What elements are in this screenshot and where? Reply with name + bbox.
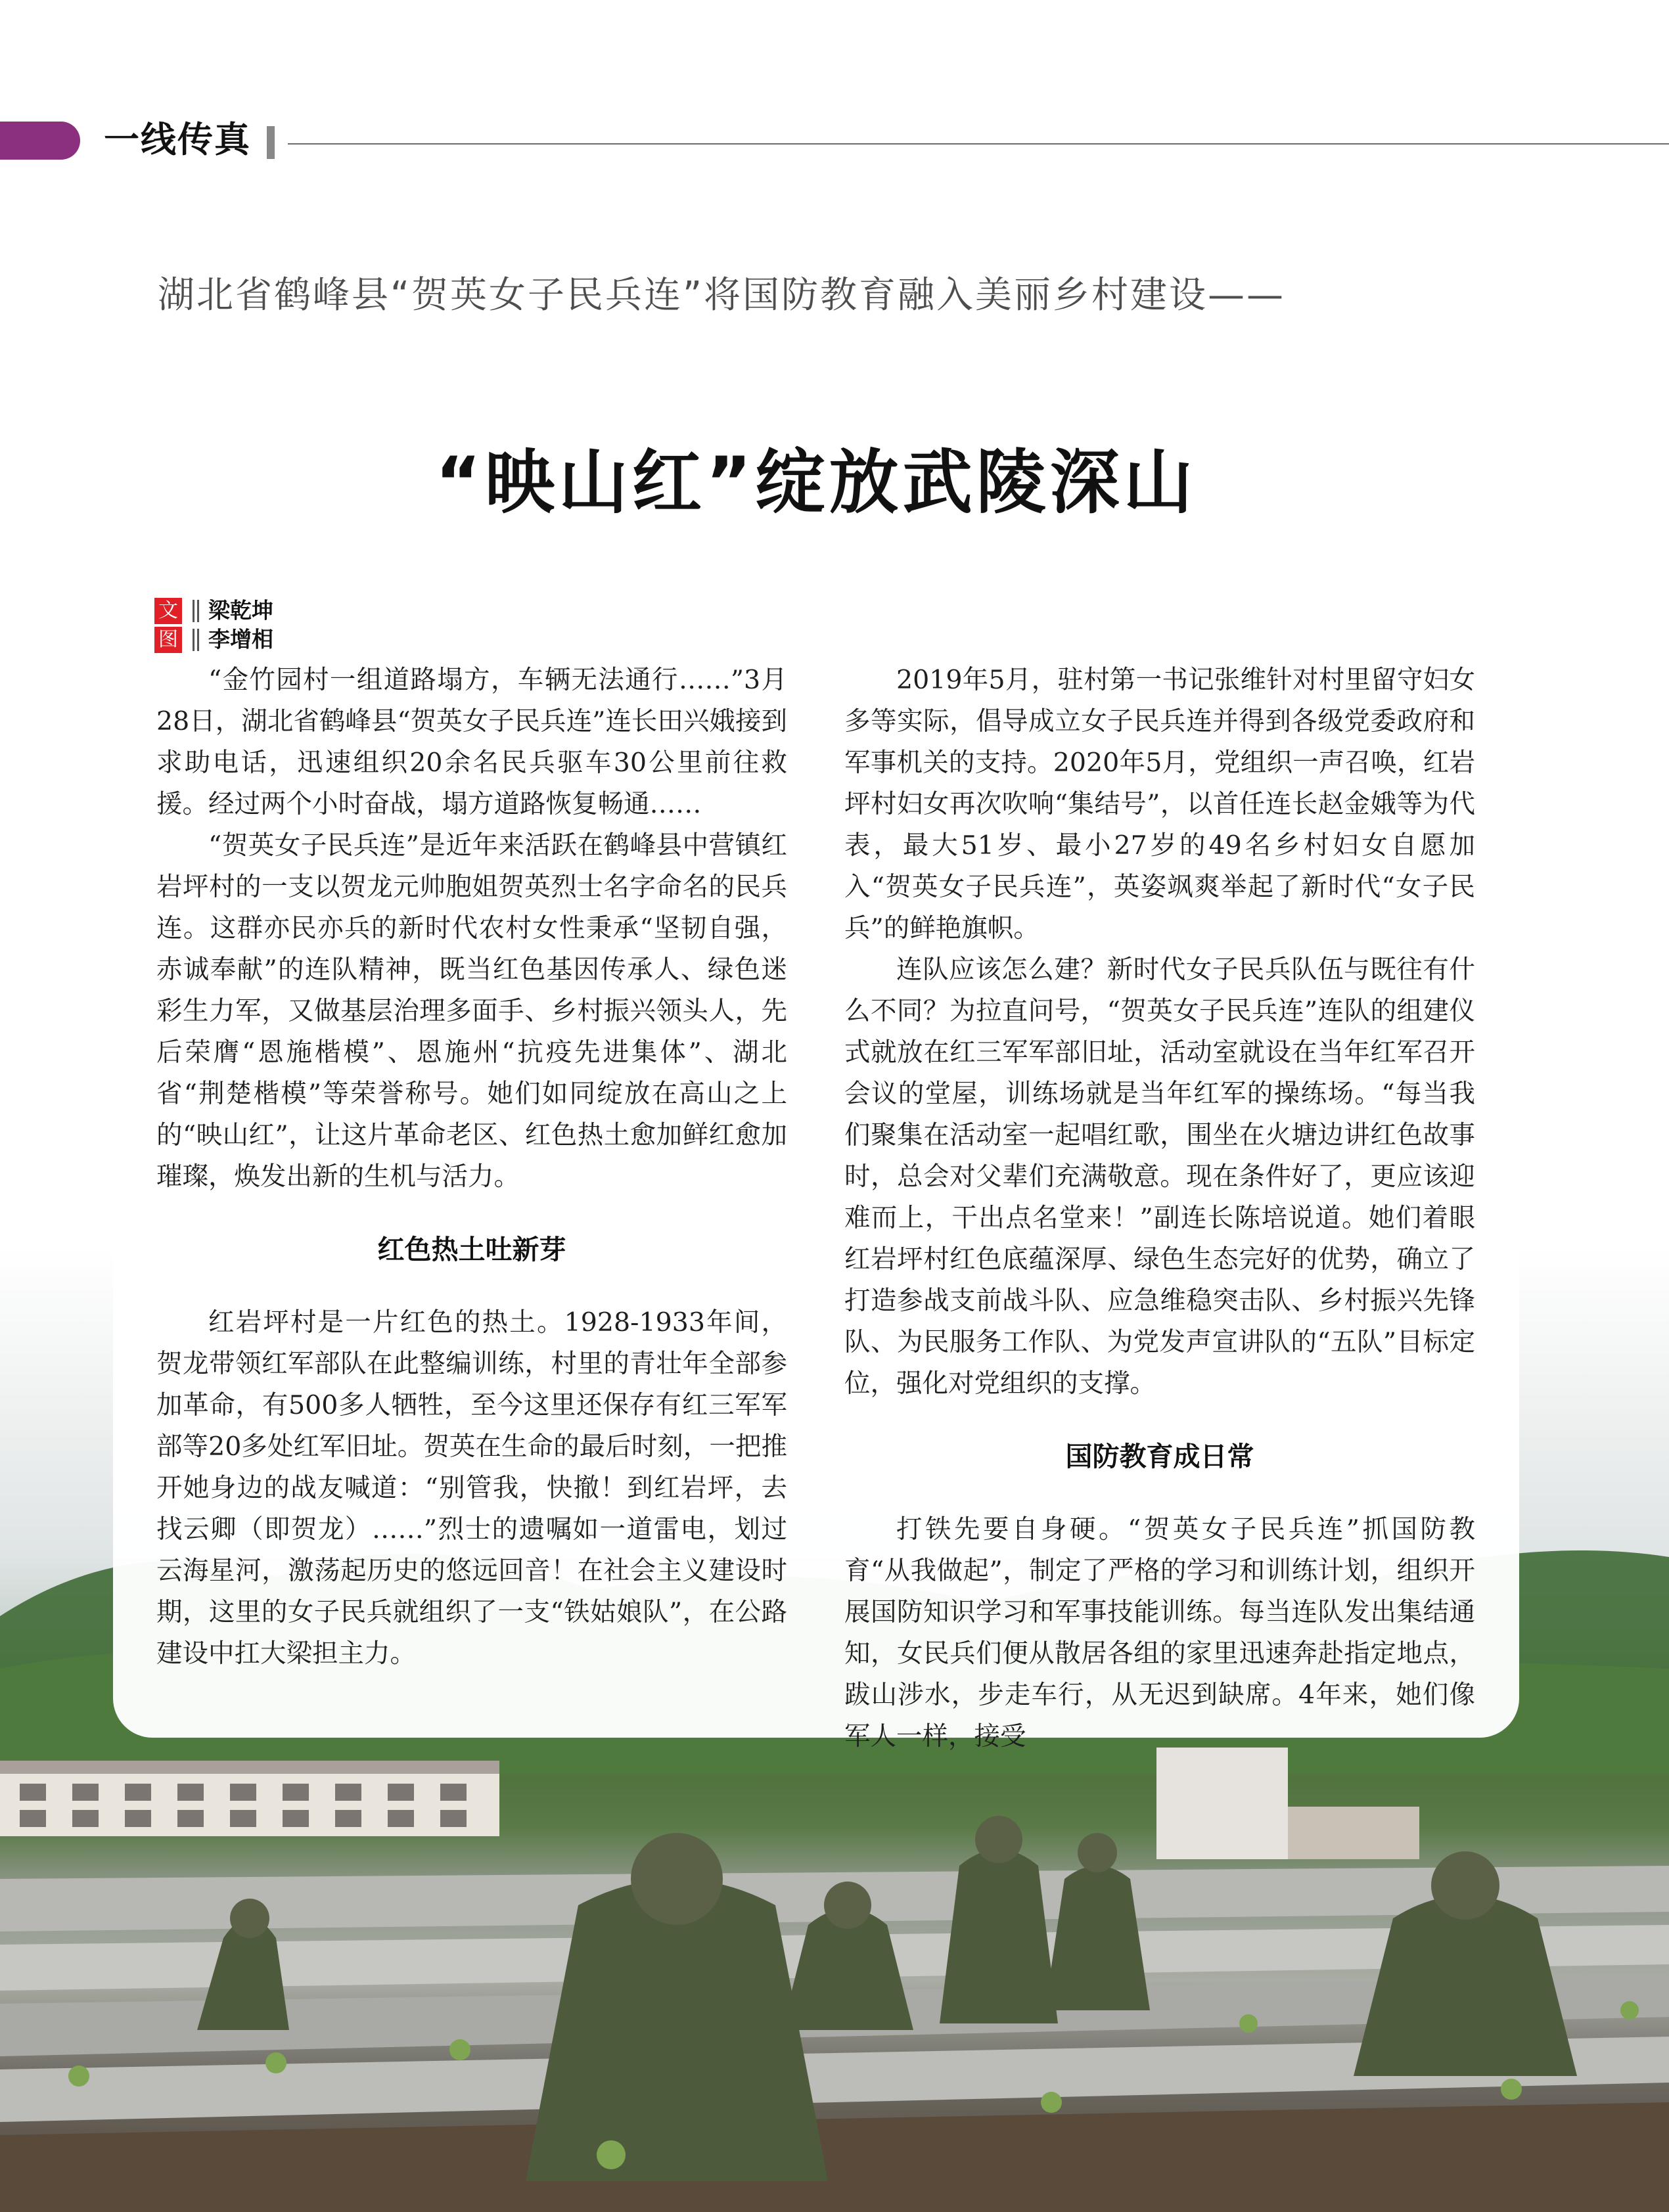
paragraph: 红岩坪村是一片红色的热土。1928-1933年间，贺龙带领红军部队在此整编训练，村里的青壮年全部参加革命，有500多人牺牲，至今这里还保存有红三军军部等20多处红军旧址。贺英在生命的最后时刻，一把推开她身边的战友喊道：“别管我，快撤！到红岩坪，去找云卿（即贺龙）……”烈士的遗嘱如一道雷电，划过云海星河，激荡起历史的悠远回音！在社会主义建设时期，这里的女子民兵就组织了一支“铁姑娘队”，在公路建设中扛大梁担主力。 xyxy=(156,1307,787,1669)
section-tab-marker xyxy=(0,122,80,160)
section-rule xyxy=(288,143,1669,145)
byline-separator xyxy=(193,600,199,622)
article-kicker: 湖北省鹤峰县“贺英女子民兵连”将国防教育融入美丽乡村建设—— xyxy=(158,274,1286,317)
byline-name: 李增相 xyxy=(208,626,273,652)
byline-author xyxy=(154,595,273,624)
article-headline: “映山红”绽放武陵深山 xyxy=(435,442,1197,523)
byline-role-tag: 图 xyxy=(154,627,182,653)
section-label: 一线传真 xyxy=(104,119,251,160)
byline-role-tag: 文 xyxy=(154,598,182,624)
section-subhead: 国防教育成日常 xyxy=(1065,1441,1254,1472)
paragraph: “金竹园村一组道路塌方，车辆无法通行……”3月28日，湖北省鹤峰县“贺英女子民兵连”连长田兴娥接到求助电话，迅速组织20余名民兵驱车30公里前往救援。经过两个小时奋战，塌方道路恢复畅通…… xyxy=(156,665,787,819)
byline-separator xyxy=(193,629,199,651)
section-divider-bar xyxy=(267,126,275,159)
byline-name: 梁乾坤 xyxy=(208,597,273,623)
byline-photographer xyxy=(154,624,273,653)
article-column-left xyxy=(156,660,787,1675)
article-column-right xyxy=(844,660,1475,1757)
paragraph: 2019年5月，驻村第一书记张维针对村里留守妇女多等实际，倡导成立女子民兵连并得到各级党委政府和军事机关的支持。2020年5月，党组织一声召唤，红岩坪村妇女再次吹响“集结号”，以首任连长赵金娥等为代表，最大51岁、最小27岁的49名乡村妇女自愿加入“贺英女子民兵连”，英姿飒爽举起了新时代“女子民兵”的鲜艳旗帜。 xyxy=(844,665,1475,943)
paragraph: 连队应该怎么建？新时代女子民兵队伍与既往有什么不同？为拉直问号，“贺英女子民兵连”连队的组建仪式就放在红三军军部旧址，活动室就设在当年红军召开会议的堂屋，训练场就是当年红军的操练场。“每当我们聚集在活动室一起唱红歌，围坐在火塘边讲红色故事时，总会对父辈们充满敬意。现在条件好了，更应该迎难而上，干出点名堂来！”副连长陈培说道。她们着眼红岩坪村红色底蕴深厚、绿色生态完好的优势，确立了打造参战支前战斗队、应急维稳突击队、乡村振兴先锋队、为民服务工作队、为党发声宣讲队的“五队”目标定位，强化对党组织的支撑。 xyxy=(844,955,1475,1399)
section-subhead: 红色热土吐新芽 xyxy=(377,1234,566,1265)
paragraph: “贺英女子民兵连”是近年来活跃在鹤峰县中营镇红岩坪村的一支以贺龙元帅胞姐贺英烈士名字命名的民兵连。这群亦民亦兵的新时代农村女性秉承“坚韧自强，赤诚奉献”的连队精神，既当红色基因传承人、绿色迷彩生力军，又做基层治理多面手、乡村振兴领头人，先后荣膺“恩施楷模”、恩施州“抗疫先进集体”、湖北省“荆楚楷模”等荣誉称号。她们如同绽放在高山之上的“映山红”，让这片革命老区、红色热土愈加鲜红愈加璀璨，焕发出新的生机与活力。 xyxy=(156,830,787,1192)
paragraph: 打铁先要自身硬。“贺英女子民兵连”抓国防教育“从我做起”，制定了严格的学习和训练计划，组织开展国防知识学习和军事技能训练。每当连队发出集结通知，女民兵们便从散居各组的家里迅速奔赴指定地点，跋山涉水，步走车行，从无迟到缺席。4年来，她们像军人一样，接受 xyxy=(844,1514,1475,1751)
